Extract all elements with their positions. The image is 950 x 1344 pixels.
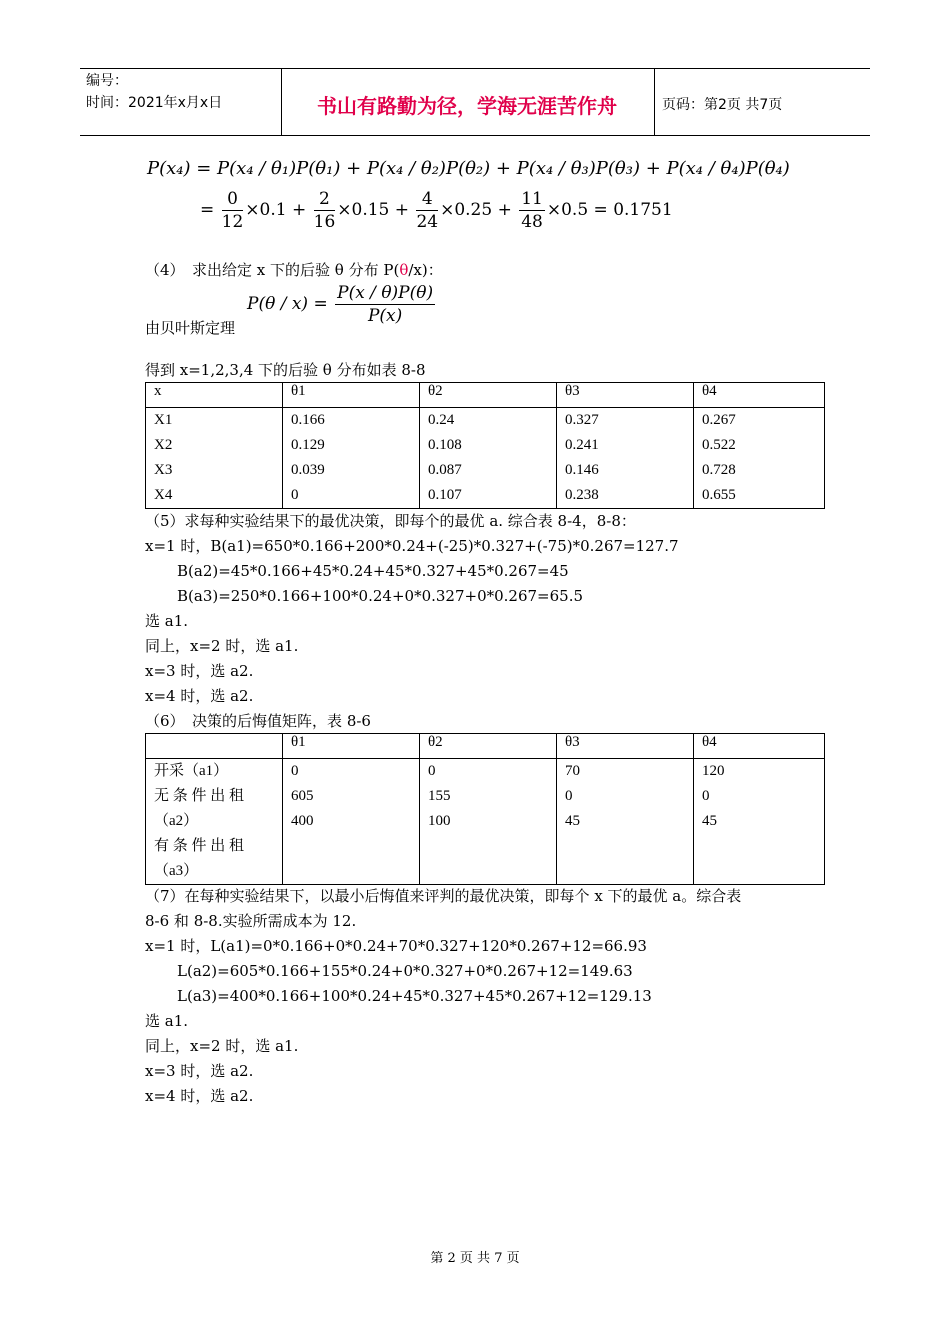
table-cell (283, 759, 420, 885)
fraction-numerator: 0 (222, 188, 244, 211)
bayes-fraction (335, 282, 435, 327)
cell-line: 0 (702, 788, 710, 804)
header-cell: θ4 (694, 734, 825, 759)
step5-line: x=4 时，选 a2. (145, 687, 254, 705)
cell-line: 155 (428, 788, 451, 804)
cell-line: 0.267 (702, 412, 736, 428)
step5-block (145, 509, 679, 734)
header-cell: θ2 (420, 383, 557, 408)
step5-line: 同上，x=2 时，选 a1. (145, 637, 299, 655)
table-cell (557, 759, 694, 885)
table-cell (146, 408, 283, 509)
cell-line: 70 (565, 763, 580, 779)
fraction-denominator: 24 (416, 212, 439, 232)
cell-line: 0 (565, 788, 573, 804)
row-label: 开采（a1） (154, 763, 229, 779)
equation-line-2 (200, 188, 673, 233)
motto: 书山有路勤为径，学海无涯苦作舟 (317, 94, 617, 118)
row-label: （a3） (154, 863, 199, 879)
step7-title: （7）在每种实验结果下，以最小后悔值来评判的最优决策，即每个 x 下的最优 a。综合表 (145, 887, 742, 905)
table-cell (146, 759, 283, 885)
cell-line: X2 (154, 437, 173, 453)
page-footer: 第 2 页 共 7 页 (430, 1251, 520, 1266)
fraction-4 (519, 188, 545, 233)
cell-line: 0.655 (702, 487, 736, 503)
step4-prefix: （4） 求出给定 x 下的后验 θ 分布 P( (145, 261, 400, 279)
cell-line: 0.146 (565, 462, 599, 478)
fraction-1 (222, 188, 244, 233)
header-top-rule (80, 68, 870, 69)
cell-line: 0.129 (291, 437, 325, 453)
step4-title (145, 258, 443, 283)
regret-table (145, 733, 825, 885)
step5-line: x=3 时，选 a2. (145, 662, 254, 680)
cell-line: 0.166 (291, 412, 325, 428)
fraction-denominator: 16 (313, 212, 336, 232)
term-4: ×0.5 = 0.1751 (546, 200, 673, 220)
cell-line: X1 (154, 412, 173, 428)
header-cell: θ3 (557, 734, 694, 759)
fraction-numerator: 2 (314, 188, 336, 211)
table-cell (420, 759, 557, 885)
step7-line: 选 a1. (145, 1012, 189, 1030)
cell-line: 605 (291, 788, 314, 804)
posterior-table (145, 382, 825, 509)
term-3: ×0.25 + (440, 200, 512, 220)
cell-line: 0.039 (291, 462, 325, 478)
bayes-denominator: P(x) (367, 306, 403, 326)
cell-line: 45 (565, 813, 580, 829)
table-row (146, 759, 825, 885)
header-cell: θ1 (283, 734, 420, 759)
theta-symbol: θ (399, 261, 409, 279)
time-label: 时间：2021年x月x日 (86, 95, 223, 111)
header-cell: θ3 (557, 383, 694, 408)
fraction-numerator: 4 (416, 188, 438, 211)
step7-line: L(a3)=400*0.166+100*0.24+45*0.327+45*0.267+12=129.13 (177, 987, 652, 1005)
number-label: 编号： (86, 73, 128, 89)
header-left (86, 70, 281, 114)
term-2: ×0.15 + (337, 200, 410, 220)
bayes-lhs: P(θ / x) = (247, 294, 328, 314)
table-row (146, 408, 825, 509)
cell-line: 0 (291, 763, 299, 779)
equals-sign: = (200, 200, 215, 220)
cell-line: 120 (702, 763, 725, 779)
cell-line: 0 (291, 487, 299, 503)
bayes-theorem-label: 由贝叶斯定理 (145, 319, 236, 337)
step6-title: （6） 决策的后悔值矩阵，表 8-6 (145, 712, 371, 730)
header-bottom-rule (80, 135, 870, 136)
header-cell: x (146, 383, 283, 408)
row-label: （a2） (154, 813, 199, 829)
cell-line: 45 (702, 813, 717, 829)
term-1: ×0.1 + (245, 200, 307, 220)
table-cell (694, 408, 825, 509)
step5-line: B(a3)=250*0.166+100*0.24+0*0.327+0*0.267=65.5 (177, 587, 584, 605)
fraction-denominator: 12 (221, 212, 244, 232)
header-cell: θ1 (283, 383, 420, 408)
cell-line: X4 (154, 487, 173, 503)
table88-intro: 得到 x=1,2,3,4 下的后验 θ 分布如表 8-8 (145, 361, 426, 379)
cell-line: X3 (154, 462, 173, 478)
step4-suffix: /x)： (408, 261, 443, 279)
fraction-3 (416, 188, 438, 233)
row-label: 无 条 件 出 租 (154, 788, 245, 804)
step7-title-cont: 8-6 和 8-8.实验所需成本为 12. (145, 912, 357, 930)
fraction-numerator: 11 (521, 189, 543, 209)
table-cell (283, 408, 420, 509)
cell-line: 0.24 (428, 412, 455, 428)
cell-line: 0.241 (565, 437, 599, 453)
step7-line: x=3 时，选 a2. (145, 1062, 254, 1080)
cell-line: 100 (428, 813, 451, 829)
cell-line: 0.522 (702, 437, 736, 453)
table-cell (557, 408, 694, 509)
step5-line: x=1 时，B(a1)=650*0.166+200*0.24+(-25)*0.327+(-75)*0.267=127.7 (145, 537, 679, 555)
step7-line: x=4 时，选 a2. (145, 1087, 254, 1105)
row-label: 有 条 件 出 租 (154, 838, 245, 854)
page-label: 页码：第2页 共7页 (662, 97, 783, 113)
cell-line: 0.087 (428, 462, 462, 478)
table-header-row (146, 383, 825, 408)
bayes-formula (247, 282, 437, 327)
step5-title: （5）求每种实验结果下的最优决策，即每个的最优 a. 综合表 8-4，8-8： (145, 512, 636, 530)
cell-line: 0.238 (565, 487, 599, 503)
cell-line: 400 (291, 813, 314, 829)
cell-line: 0.327 (565, 412, 599, 428)
step5-line: B(a2)=45*0.166+45*0.24+45*0.327+45*0.267=45 (177, 562, 569, 580)
header-cell: θ2 (420, 734, 557, 759)
cell-line: 0.107 (428, 487, 462, 503)
step5-line: 选 a1. (145, 612, 189, 630)
table-header-row (146, 734, 825, 759)
header-cell (146, 734, 283, 759)
step7-line: 同上，x=2 时，选 a1. (145, 1037, 299, 1055)
bayes-numerator: P(x / θ)P(θ) (337, 283, 434, 303)
fraction-denominator: 48 (521, 212, 543, 232)
step7-block (145, 884, 741, 1109)
header-divider-right (654, 68, 655, 136)
fraction-2 (314, 188, 336, 233)
table-cell (694, 759, 825, 885)
cell-line: 0 (428, 763, 436, 779)
step7-line: L(a2)=605*0.166+155*0.24+0*0.327+0*0.267+12=149.63 (177, 962, 633, 980)
cell-line: 0.108 (428, 437, 462, 453)
table-cell (420, 408, 557, 509)
cell-line: 0.728 (702, 462, 736, 478)
equation-line-1: P(x₄) = P(x₄ / θ₁)P(θ₁) + P(x₄ / θ₂)P(θ₂) + P(x₄ / θ₃)P(θ₃) + P(x₄ / θ₄)P(θ₄) (147, 158, 790, 179)
header-cell: θ4 (694, 383, 825, 408)
step7-line: x=1 时，L(a1)=0*0.166+0*0.24+70*0.327+120*0.267+12=66.93 (145, 937, 647, 955)
